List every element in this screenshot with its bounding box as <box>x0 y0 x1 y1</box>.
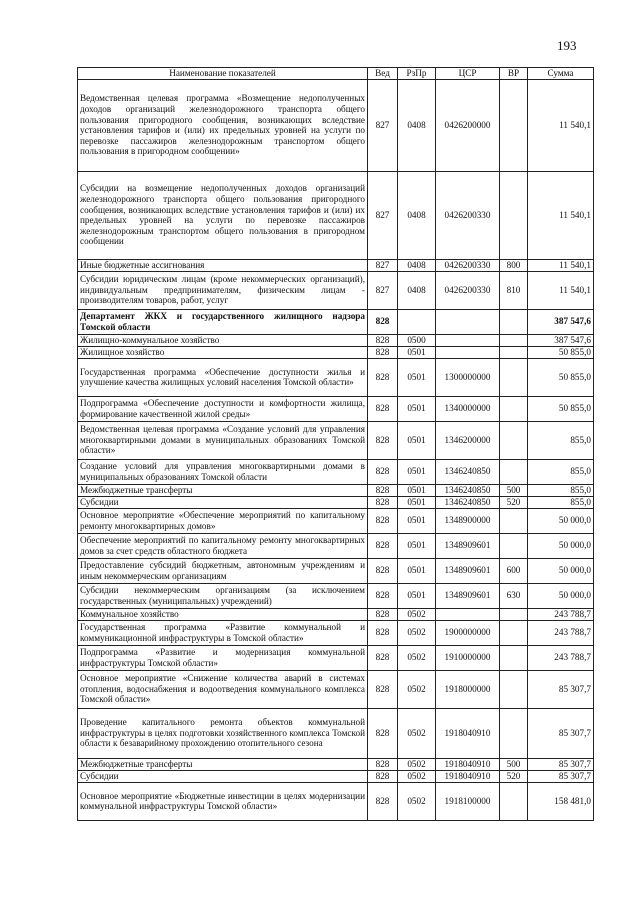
cell-rzpr: 0501 <box>398 421 436 459</box>
cell-vr <box>500 309 528 334</box>
table-row <box>78 645 594 670</box>
cell-sum: 50 855,0 <box>528 358 594 396</box>
cell-name: Субсидии <box>78 496 368 508</box>
table-row <box>78 620 594 645</box>
cell-csr <box>436 608 500 620</box>
header-rzpr: РзПр <box>398 68 436 80</box>
cell-rzpr: 0502 <box>398 770 436 782</box>
cell-rzpr <box>398 309 436 334</box>
cell-rzpr: 0408 <box>398 271 436 309</box>
cell-ved: 828 <box>368 496 398 508</box>
cell-vr <box>500 620 528 645</box>
cell-name: Департамент ЖКХ и государственного жилищного надзора Томской области <box>78 309 368 334</box>
cell-rzpr: 0501 <box>398 583 436 608</box>
cell-vr: 630 <box>500 583 528 608</box>
cell-vr: 520 <box>500 770 528 782</box>
cell-ved: 828 <box>368 645 398 670</box>
cell-rzpr: 0500 <box>398 334 436 346</box>
cell-vr <box>500 708 528 758</box>
table-row <box>78 334 594 346</box>
cell-vr <box>500 645 528 670</box>
cell-name: Субсидии на возмещение недополученных доходов организаций железнодорожного транспорта общего пользования пригородного сообщения, возникающих вследствие установления тарифов и (или) их предельных уровней на услуги по перевозке пассажиров железнодорожным транспортом общего пользования в пригородном сообщении <box>78 171 368 259</box>
cell-name: Субсидии некоммерческим организациям (за исключением государственных (муниципальных) учреждений) <box>78 583 368 608</box>
cell-rzpr: 0502 <box>398 608 436 620</box>
cell-vr: 810 <box>500 271 528 309</box>
cell-ved: 827 <box>368 271 398 309</box>
cell-rzpr: 0502 <box>398 782 436 820</box>
cell-sum: 855,0 <box>528 421 594 459</box>
header-csr: ЦСР <box>436 68 500 80</box>
table-row <box>78 533 594 558</box>
cell-csr <box>436 334 500 346</box>
cell-rzpr: 0502 <box>398 645 436 670</box>
cell-vr <box>500 782 528 820</box>
cell-sum: 85 307,7 <box>528 708 594 758</box>
table-row <box>78 484 594 496</box>
cell-sum: 855,0 <box>528 484 594 496</box>
table-row <box>78 758 594 770</box>
cell-sum: 855,0 <box>528 459 594 484</box>
cell-sum: 11 540,1 <box>528 79 594 171</box>
table-header-row <box>78 68 594 80</box>
cell-ved: 828 <box>368 358 398 396</box>
cell-sum: 243 788,7 <box>528 645 594 670</box>
cell-ved: 828 <box>368 608 398 620</box>
page-number: 193 <box>557 38 577 53</box>
cell-sum: 50 000,0 <box>528 533 594 558</box>
table-row <box>78 358 594 396</box>
cell-name: Субсидии юридическим лицам (кроме некоммерческих организаций), индивидуальным предпринимателям, физическим лицам - производителям товаров, работ, услуг <box>78 271 368 309</box>
cell-sum: 50 855,0 <box>528 396 594 421</box>
cell-ved: 828 <box>368 558 398 583</box>
cell-sum: 50 000,0 <box>528 558 594 583</box>
cell-name: Межбюджетные трансферты <box>78 484 368 496</box>
cell-ved: 828 <box>368 484 398 496</box>
cell-vr: 800 <box>500 259 528 271</box>
cell-name: Основное мероприятие «Обеспечение мероприятий по капитальному ремонту многоквартирных домов» <box>78 508 368 533</box>
cell-ved: 828 <box>368 346 398 358</box>
cell-name: Обеспечение мероприятий по капитальному ремонту многоквартирных домов за счет средств областного бюджета <box>78 533 368 558</box>
cell-rzpr: 0501 <box>398 496 436 508</box>
cell-vr <box>500 334 528 346</box>
cell-name: Подпрограмма «Развитие и модернизация коммунальной инфраструктуры Томской области» <box>78 645 368 670</box>
cell-sum: 50 000,0 <box>528 508 594 533</box>
cell-ved: 827 <box>368 259 398 271</box>
cell-csr: 0426200330 <box>436 271 500 309</box>
cell-rzpr: 0501 <box>398 346 436 358</box>
cell-csr <box>436 309 500 334</box>
cell-name: Жилищно-коммунальное хозяйство <box>78 334 368 346</box>
cell-ved: 828 <box>368 533 398 558</box>
cell-sum: 855,0 <box>528 496 594 508</box>
table-row <box>78 346 594 358</box>
cell-name: Основное мероприятие «Снижение количества аварий в системах отопления, водоснабжения и водоотведения коммунального комплекса Томской области» <box>78 670 368 708</box>
cell-name: Межбюджетные трансферты <box>78 758 368 770</box>
cell-rzpr: 0502 <box>398 620 436 645</box>
cell-rzpr: 0501 <box>398 459 436 484</box>
cell-sum: 50 000,0 <box>528 583 594 608</box>
cell-csr: 1346240850 <box>436 496 500 508</box>
cell-vr <box>500 346 528 358</box>
cell-ved: 828 <box>368 396 398 421</box>
cell-rzpr: 0501 <box>398 484 436 496</box>
cell-sum: 11 540,1 <box>528 259 594 271</box>
cell-name: Ведомственная целевая программа «Возмещение недополученных доходов организаций железнодорожного транспорта общего пользования пригородного сообщения, возникающих вследствие установления тарифов и (или) их предельных уровней на услуги по перевозке пассажиров железнодорожным транспортом общего пользования в пригородном сообщении» <box>78 79 368 171</box>
table-row <box>78 309 594 334</box>
cell-rzpr: 0502 <box>398 708 436 758</box>
cell-ved: 828 <box>368 770 398 782</box>
cell-rzpr: 0408 <box>398 259 436 271</box>
cell-rzpr: 0502 <box>398 670 436 708</box>
cell-csr: 1346240850 <box>436 459 500 484</box>
cell-sum: 243 788,7 <box>528 620 594 645</box>
cell-rzpr: 0501 <box>398 358 436 396</box>
cell-name: Иные бюджетные ассигнования <box>78 259 368 271</box>
cell-sum: 85 307,7 <box>528 758 594 770</box>
cell-csr: 1348900000 <box>436 508 500 533</box>
cell-vr <box>500 608 528 620</box>
cell-name: Проведение капитального ремонта объектов коммунальной инфраструктуры в целях подготовки хозяйственного комплекса Томской области к безаварийному прохождению отопительного сезона <box>78 708 368 758</box>
cell-vr <box>500 358 528 396</box>
cell-ved: 827 <box>368 171 398 259</box>
cell-csr: 1346240850 <box>436 484 500 496</box>
table-row <box>78 558 594 583</box>
cell-sum: 85 307,7 <box>528 770 594 782</box>
cell-csr: 1918040910 <box>436 708 500 758</box>
cell-ved: 828 <box>368 309 398 334</box>
cell-name: Жилищное хозяйство <box>78 346 368 358</box>
cell-csr: 1918040910 <box>436 758 500 770</box>
table-row <box>78 259 594 271</box>
cell-sum: 11 540,1 <box>528 171 594 259</box>
cell-sum: 387 547,6 <box>528 309 594 334</box>
cell-vr <box>500 533 528 558</box>
cell-vr: 520 <box>500 496 528 508</box>
cell-name: Ведомственная целевая программа «Создание условий для управления многоквартирными домами в муниципальных образованиях Томской области» <box>78 421 368 459</box>
cell-csr: 1900000000 <box>436 620 500 645</box>
cell-rzpr: 0501 <box>398 508 436 533</box>
table-row <box>78 396 594 421</box>
cell-ved: 828 <box>368 583 398 608</box>
table-row <box>78 271 594 309</box>
cell-vr <box>500 459 528 484</box>
cell-csr: 1348909601 <box>436 533 500 558</box>
cell-name: Коммунальное хозяйство <box>78 608 368 620</box>
cell-csr: 1918040910 <box>436 770 500 782</box>
cell-csr: 1918000000 <box>436 670 500 708</box>
cell-csr: 1918100000 <box>436 782 500 820</box>
header-name: Наименование показателей <box>78 68 368 80</box>
table-row <box>78 670 594 708</box>
cell-ved: 828 <box>368 421 398 459</box>
cell-name: Подпрограмма «Обеспечение доступности и комфортности жилища, формирование качественной жилой среды» <box>78 396 368 421</box>
cell-rzpr: 0408 <box>398 79 436 171</box>
cell-csr: 1348909601 <box>436 558 500 583</box>
cell-ved: 828 <box>368 670 398 708</box>
header-ved: Вед <box>368 68 398 80</box>
cell-rzpr: 0501 <box>398 396 436 421</box>
cell-vr <box>500 79 528 171</box>
table-row <box>78 608 594 620</box>
cell-csr: 1346200000 <box>436 421 500 459</box>
table-row <box>78 770 594 782</box>
header-vr: ВР <box>500 68 528 80</box>
cell-csr: 1348909601 <box>436 583 500 608</box>
table-body <box>78 79 594 820</box>
cell-vr <box>500 508 528 533</box>
cell-ved: 828 <box>368 508 398 533</box>
cell-sum: 11 540,1 <box>528 271 594 309</box>
cell-name: Основное мероприятие «Бюджетные инвестиции в целях модернизации коммунальной инфраструктуры Томской области» <box>78 782 368 820</box>
cell-name: Субсидии <box>78 770 368 782</box>
budget-table <box>77 67 594 821</box>
cell-vr <box>500 396 528 421</box>
cell-csr: 1300000000 <box>436 358 500 396</box>
cell-name: Предоставление субсидий бюджетным, автономным учреждениям и иным некоммерческим организациям <box>78 558 368 583</box>
table-row <box>78 421 594 459</box>
cell-csr: 1910000000 <box>436 645 500 670</box>
cell-csr: 0426200330 <box>436 171 500 259</box>
table-row <box>78 583 594 608</box>
cell-sum: 387 547,6 <box>528 334 594 346</box>
cell-rzpr: 0501 <box>398 558 436 583</box>
cell-ved: 828 <box>368 708 398 758</box>
cell-ved: 828 <box>368 459 398 484</box>
cell-vr: 500 <box>500 484 528 496</box>
cell-ved: 828 <box>368 758 398 770</box>
cell-sum: 158 481,0 <box>528 782 594 820</box>
cell-sum: 243 788,7 <box>528 608 594 620</box>
cell-ved: 827 <box>368 79 398 171</box>
cell-csr: 0426200000 <box>436 79 500 171</box>
table-row <box>78 171 594 259</box>
table-row <box>78 508 594 533</box>
cell-sum: 50 855,0 <box>528 346 594 358</box>
cell-vr: 600 <box>500 558 528 583</box>
cell-ved: 828 <box>368 334 398 346</box>
cell-name: Государственная программа «Развитие коммунальной и коммуникационной инфраструктуры в Томской области» <box>78 620 368 645</box>
table-row <box>78 782 594 820</box>
header-sum: Сумма <box>528 68 594 80</box>
table-row <box>78 79 594 171</box>
table-row <box>78 496 594 508</box>
cell-name: Создание условий для управления многоквартирными домами в муниципальных образованиях Томской области <box>78 459 368 484</box>
cell-ved: 828 <box>368 620 398 645</box>
table-row <box>78 708 594 758</box>
cell-csr: 1340000000 <box>436 396 500 421</box>
cell-csr <box>436 346 500 358</box>
cell-sum: 85 307,7 <box>528 670 594 708</box>
cell-name: Государственная программа «Обеспечение доступности жилья и улучшение качества жилищных условий населения Томской области» <box>78 358 368 396</box>
cell-rzpr: 0501 <box>398 533 436 558</box>
cell-rzpr: 0408 <box>398 171 436 259</box>
table-row <box>78 459 594 484</box>
cell-vr <box>500 421 528 459</box>
cell-vr <box>500 171 528 259</box>
cell-vr <box>500 670 528 708</box>
cell-vr: 500 <box>500 758 528 770</box>
cell-ved: 828 <box>368 782 398 820</box>
cell-rzpr: 0502 <box>398 758 436 770</box>
cell-csr: 0426200330 <box>436 259 500 271</box>
